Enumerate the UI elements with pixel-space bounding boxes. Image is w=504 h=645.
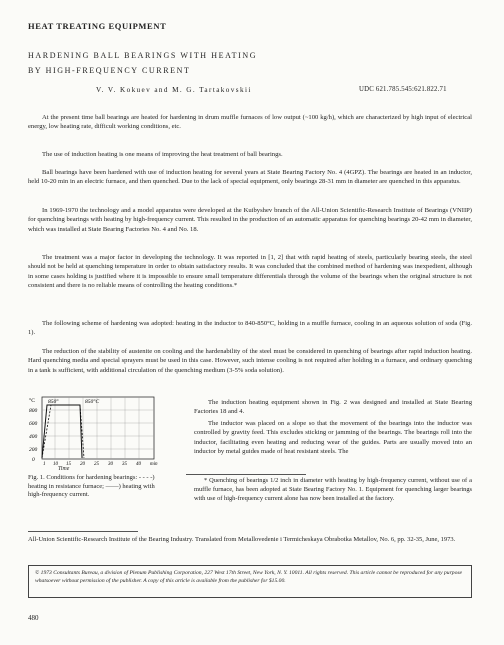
right-paragraph: The induction heating equipment shown in Fig. 2 was designed and installed at State Bearing Factories 18 and 4.	[194, 399, 472, 416]
x-tick-label: 20	[80, 462, 85, 467]
y-tick-label: 200	[29, 447, 38, 453]
x-tick-label: 25	[94, 462, 99, 467]
paragraph: The reduction of the stability of austenite on cooling and the hardenability of the steel must be considered in quenching of bearings after rapid induction heating. Hard quenching media and special sprayers must be used in this case. However, such intense cooling is not required after holding in a furnace, and ordinary quenching in a tank is sufficient, with additional circulation of the quenching medium (3-5% soda solution).	[28, 348, 472, 374]
y-unit-label: °C	[29, 398, 35, 404]
x-tick-label: 15	[66, 462, 71, 467]
section-heading: HEAT TREATING EQUIPMENT	[28, 21, 167, 31]
copyright-text: © 1973 Consultants Bureau, a division of Plenum Publishing Corporation, 227 West 17th Street, New York, N. Y. 10011. All rights reserved. This article cannot be reproduced for any purpose whatsoever without permission of the publisher. A copy of this article is available from the publisher for $15.00.	[35, 570, 463, 584]
udc-code: UDC 621.785.545:621.822.71	[359, 86, 447, 93]
y-tick-label: 400	[29, 434, 38, 440]
high-frequency-curve	[42, 405, 82, 458]
x-axis-label: Time	[58, 466, 70, 472]
resistance-furnace-curve	[42, 405, 80, 458]
x-tick-label: 40	[136, 462, 141, 467]
authors: V. V. Kokuev and M. G. Tartakovskii	[96, 86, 252, 94]
page-number: 480	[28, 614, 39, 622]
footnote-rule	[186, 474, 306, 475]
x-unit-label: min	[150, 462, 158, 467]
x-tick-label: 10	[53, 462, 58, 467]
right-paragraph: The inductor was placed on a slope so that the movement of the bearings into the inductor was controlled by gravity feed. This excludes sticking or jamming of the bearings. The bearings roll into the inductor, facilitating even heating and reducing wear of the guides. Parts are usually moved into an inductor by metal guides made of heat resistant steels. The	[194, 420, 472, 455]
curve-label: 850°C	[85, 399, 100, 405]
x-tick-label: 30	[108, 462, 113, 467]
figure-1-chart	[28, 396, 178, 468]
y-tick-label: 0	[32, 457, 35, 463]
paragraph: The treatment was a major factor in developing the technology. It was reported in [1, 2] that with rapid heating of steels, particularly bearing steels, the steel should not be held at quenching temperature in order to obtain satisfactory results. It was concluded that the combined method of hardening was inexpedient, although in some cases holding is justified where it is impossible to ensure small temperature differentials through the volume of the bearings when the original structure is not consistent and there is no reliable means of controlling the heating conditions.*	[28, 254, 472, 289]
source-note: All-Union Scientific-Research Institute of the Bearing Industry. Translated from Metallovedenie i Termicheskaya Obrabotka Metallov, No. 6, pp. 32-35, June, 1973.	[28, 536, 456, 543]
paragraph: At the present time ball bearings are heated for hardening in drum muffle furnaces of low output (~100 kg/h), which are characterized by high input of electrical energy, low heating rate, difficult working conditions, etc.	[28, 114, 472, 131]
paragraph: In 1969-1970 the technology and a model apparatus were developed at the Kuibyshev branch of the All-Union Scientific-Research Institute of Bearings (VNIIP) for quenching bearings with heating by high-frequency current. This resulted in the production of an automatic apparatus for quenching bearings 20-42 mm in diameter, which was installed at State Bearing Factories No. 4 and No. 18.	[28, 207, 472, 233]
curve-label: 850°	[48, 399, 59, 405]
copyright-box	[28, 565, 472, 598]
y-tick-label: 800	[29, 408, 38, 414]
x-tick-label: 35	[122, 462, 127, 467]
article-title-line1: HARDENING BALL BEARINGS WITH HEATING	[28, 51, 258, 60]
source-rule	[28, 531, 138, 532]
figure-caption: Fig. 1. Conditions for hardening bearings: - - - -) heating in resistance furnace; ——) heating with high-frequency current.	[28, 474, 155, 499]
article-title-line2: BY HIGH-FREQUENCY CURRENT	[28, 66, 191, 75]
paragraph: Ball bearings have been hardened with use of induction heating for several years at State Bearing Factory No. 4 (4GPZ). The bearings are heated in an inductor, held 10-20 min in an electric furnace, and then quenched. Due to the lack of special equipment, only bearings 28-31 mm in diameter are quenched in this apparatus.	[28, 169, 472, 186]
footnote: * Quenching of bearings 1/2 inch in diameter with heating by high-frequency current, without use of a muffle furnace, has been adopted at State Bearing Factory No. 1. Equipment for quenching larger bearings with use of high-frequency current alone has now been installed at the factory.	[194, 477, 472, 502]
x-tick-label: 1	[43, 462, 46, 467]
paragraph: The use of induction heating is one means of improving the heat treatment of ball bearings.	[42, 151, 283, 158]
y-tick-label: 600	[29, 421, 38, 427]
paragraph: The following scheme of hardening was adopted: heating in the inductor to 840-850°C, holding in a muffle furnace, cooling in an aqueous solution of soda (Fig. 1).	[28, 320, 472, 337]
